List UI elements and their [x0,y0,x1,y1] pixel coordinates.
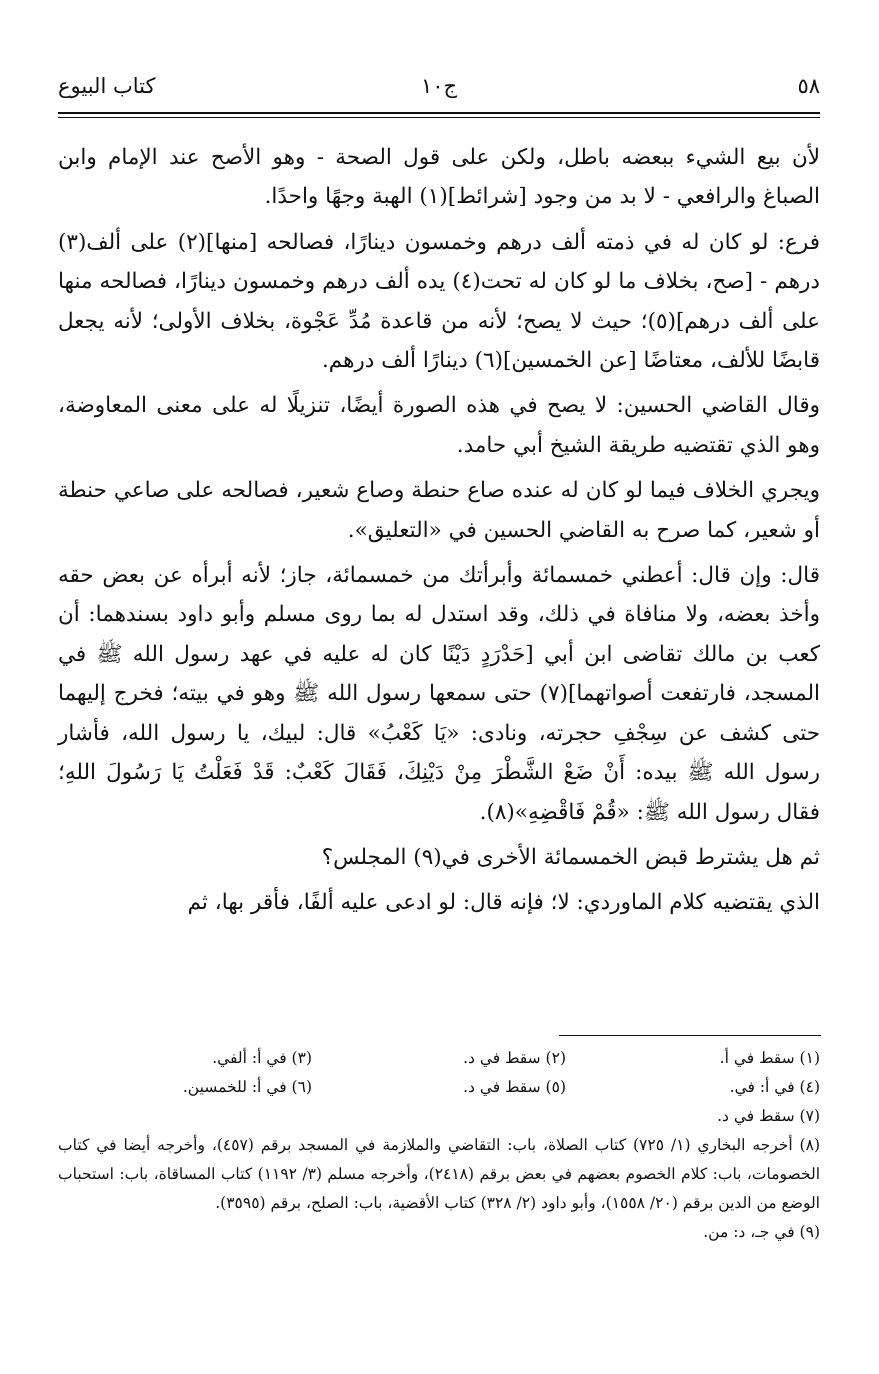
page-number: ٥٨ [797,74,820,98]
paragraph: قال: وإن قال: أعطني خمسمائة وأبرأتك من خمسمائة، جاز؛ لأنه أبرأه عن بعض حقه وأخذ بعضه، ولا منافاة في ذلك، وقد استدل له بما روى مسلم وأبو داود بسندهما: أن كعب بن مالك تقاضى ابن أبي [حَدْرَدٍ دَيْنًا كان له عليه في عهد رسول الله ﷺ في المسجد، فارتفعت أصواتهما](٧) حتى سمعها رسول الله ﷺ وهو في بيته؛ فخرج إليهما حتى كشف عن سِجْفِ حجرته، ونادى: «يَا كَعْبُ» قال: لبيك، يا رسول الله، فأشار رسول الله ﷺ بيده: أَنْ ضَعْ الشَّطْرَ مِنْ دَيْنِكَ، فَقَالَ كَعْبٌ: قَدْ فَعَلْتُ يَا رَسُولَ اللهِ؛ فقال رسول الله ﷺ: «قُمْ فَاقْضِهِ»(٨). [58,563,820,825]
footnote-9: (٩) في جـ، د: من. [703,1223,820,1241]
footnote-row [58,1044,820,1073]
paragraph: وقال القاضي الحسين: لا يصح في هذه الصورة أيضًا، تنزيلًا له على معنى المعاوضة، وهو الذي تقتضيه طريقة الشيخ أبي حامد. [58,393,820,458]
footnote-1: (١) سقط في أ. [719,1049,820,1067]
paragraph: فرع: لو كان له في ذمته ألف درهم وخمسون دينارًا، فصالحه [منها](٢) على ألف(٣) درهم - [صح، بخلاف ما لو كان له تحت(٤) يده ألف درهم وخمسون دينارًا، فصالحه منها على ألف درهم](٥)؛ حيث لا يصح؛ لأنه من قاعدة مُدِّ عَجْوة، بخلاف الأولى؛ لأنه يجعل قابضًا للألف، معتاضًا [عن الخمسين](٦) دينارًا ألف درهم. [58,229,821,374]
footnote-3: (٣) في أ: ألفي. [212,1049,312,1067]
header-rule-thick [58,112,820,114]
footnote-4: (٤) في أ: في. [729,1078,820,1096]
header-rule-thin [58,117,820,118]
paragraph: لأن بيع الشيء ببعضه باطل، ولكن على قول الصحة - وهو الأصح عند الإمام وابن الصباغ والرافعي - لا بد من وجود [شرائط](١) الهبة وجهًا واحدًا. [58,145,820,210]
main-text [58,138,820,929]
footnote-separator [559,1035,821,1036]
running-header [58,74,820,108]
footnote-2: (٢) سقط في د. [463,1049,566,1067]
paragraph: ويجري الخلاف فيما لو كان له عنده صاع حنطة وصاع شعير، فصالحه على صاعي حنطة أو شعير، كما صرح به القاضي الحسين في «التعليق». [58,478,820,543]
volume-label: ج١٠ [420,74,458,98]
footnote-8: (٨) أخرجه البخاري (١/ ٧٢٥) كتاب الصلاة، باب: التقاضي والملازمة في المسجد برقم (٤٥٧)، وأخرجه أيضا في كتاب الخصومات، باب: كلام الخصوم بعضهم في بعض برقم (٢٤١٨)، وأخرجه مسلم (٣/ ١١٩٢) كتاب المساقاة، باب: استحباب الوضع من الدين برقم (٢٠/ ١٥٥٨)، وأبو داود (٢/ ٣٢٨) كتاب الأقضية، باب: الصلح، برقم (٣٥٩٥). [58,1136,820,1212]
footnote-row [58,1073,820,1102]
footnotes [58,1044,820,1247]
paragraph: الذي يقتضيه كلام الماوردي: لا؛ فإنه قال: لو ادعى عليه ألفًا، فأقر بها، ثم [187,890,820,916]
footnote-7: (٧) سقط في د. [717,1107,820,1125]
footnote-6: (٦) في أ: للخمسين. [182,1078,312,1096]
footnote-5: (٥) سقط في د. [463,1078,566,1096]
paragraph: ثم هل يشترط قبض الخمسمائة الأخرى في(٩) المجلس؟ [321,844,820,870]
book-title: كتاب البيوع [58,74,156,98]
